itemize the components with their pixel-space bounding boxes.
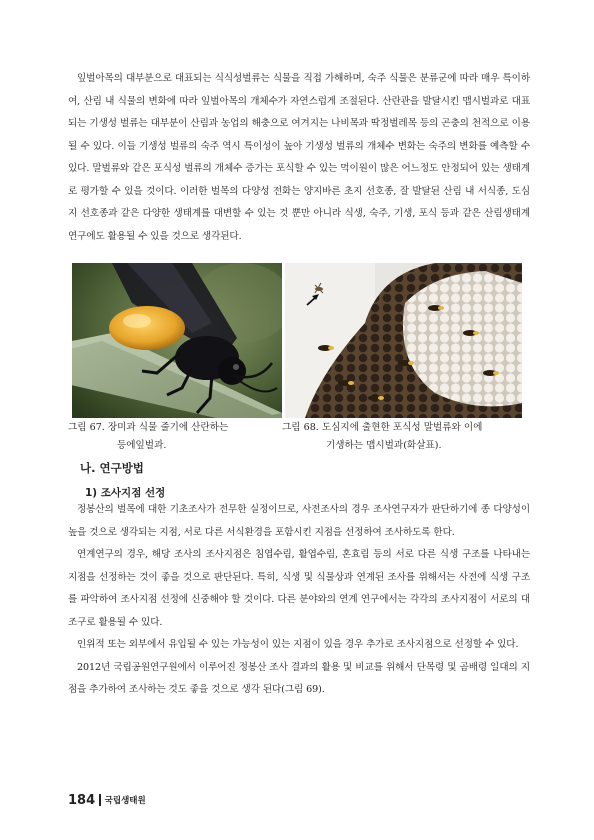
figure-68-caption (282, 419, 532, 455)
page-number: 184 (68, 792, 96, 808)
figure-68-caption-line2: 기생하는 맵시벌과(화살표). (326, 440, 442, 451)
footer-organization: 국립생태원 (104, 796, 146, 806)
figure-67-caption (68, 419, 268, 455)
intro-paragraph-text: 잎벌아목의 대부분으로 대표되는 식식성벌류는 식물을 직접 가해하며, 숙주 식물은 분류군에 따라 매우 특이하여, 산림 내 식물의 변화에 따라 잎벌아목의 개체수가 자연스럽게 조절된다. 산란관을 발달시킨 맵시벌과로 대표되는 기생성 벌류는 대부분이 산림과 농업의 해충으로 여겨지는 나비목과 딱정벌레목 등의 곤충의 천적으로 이용될 수 있다. 이들 기생성 벌류의 숙주 역시 특이성이 높아 기생성 벌류의 개체수 변화는 숙주의 변화를 예측할 수 있다. 말벌류와 같은 포식성 벌류의 개체수 증가는 포식할 수 있는 먹이원이 많은 어느정도 안정되어 있는 생태계로 평가할 수 있을 것이다. 이러한 벌목의 다양성 전화는 양지바른 초지 선호종, 잘 발달된 산림 내 서식종, 도심지 선호종과 같은 다양한 생태계를 대변할 수 있는 것 뿐만 아니라 식생, 숙주, 기생, 포식 등과 같은 산림생태계 연구에도 활용될 수 있을 것으로 생각된다. (68, 73, 530, 242)
figure-row (72, 263, 522, 418)
footer-divider (99, 794, 101, 806)
page-footer (68, 793, 146, 807)
intro-paragraph (68, 68, 530, 248)
figure-67-photo (72, 263, 282, 418)
section-heading: 나. 연구방법 (80, 461, 144, 475)
figure-67-caption-line1: 그림 67. 장미과 식물 줄기에 산란하는 (68, 422, 229, 433)
method-paragraph-1: 정봉산의 벌목에 대한 기초조사가 전무한 실정이므로, 사전조사의 경우 조사연구자가 판단하기에 종 다양성이 높을 것으로 생각되는 지점, 서로 다른 서식환경을 포함시킨 지점을 선정하여 조사하도록 한다. (68, 504, 530, 538)
method-paragraph-3: 인위적 또는 외부에서 유입될 수 있는 가능성이 있는 지점이 있을 경우 추가로 조사지점으로 선정할 수 있다. (77, 639, 519, 650)
figure-68-photo (285, 263, 522, 418)
figure-68-caption-line1: 그림 68. 도심지에 출현한 포식성 말벌류와 이에 (282, 422, 483, 433)
method-paragraph-4: 2012년 국립공원연구원에서 이루어진 정봉산 조사 결과의 활용 및 비교를 위해서 단목령 및 곰배령 일대의 지점을 추가하여 조사하는 것도 좋을 것으로 생각 된다(그림 69). (68, 661, 530, 695)
method-paragraphs (68, 499, 530, 702)
subsection-heading: 1) 조사지점 선정 (85, 487, 166, 499)
figure-67-caption-line2: 등에잎벌과. (117, 440, 167, 451)
method-paragraph-2: 연계연구의 경우, 해당 조사의 조사지점은 침엽수림, 활엽수림, 혼효림 등의 서로 다른 식생 구조를 나타내는 지점을 선정하는 것이 좋을 것으로 판단된다. 특히, 식생 및 식물상과 연계된 조사를 위해서는 사전에 식생 구조를 파악하여 조사지점 선정에 신중해야 할 것이다. 다른 분야와의 연계 연구에서는 각각의 조사지점이 서로의 대조구로 활용될 수 있다. (68, 549, 530, 628)
